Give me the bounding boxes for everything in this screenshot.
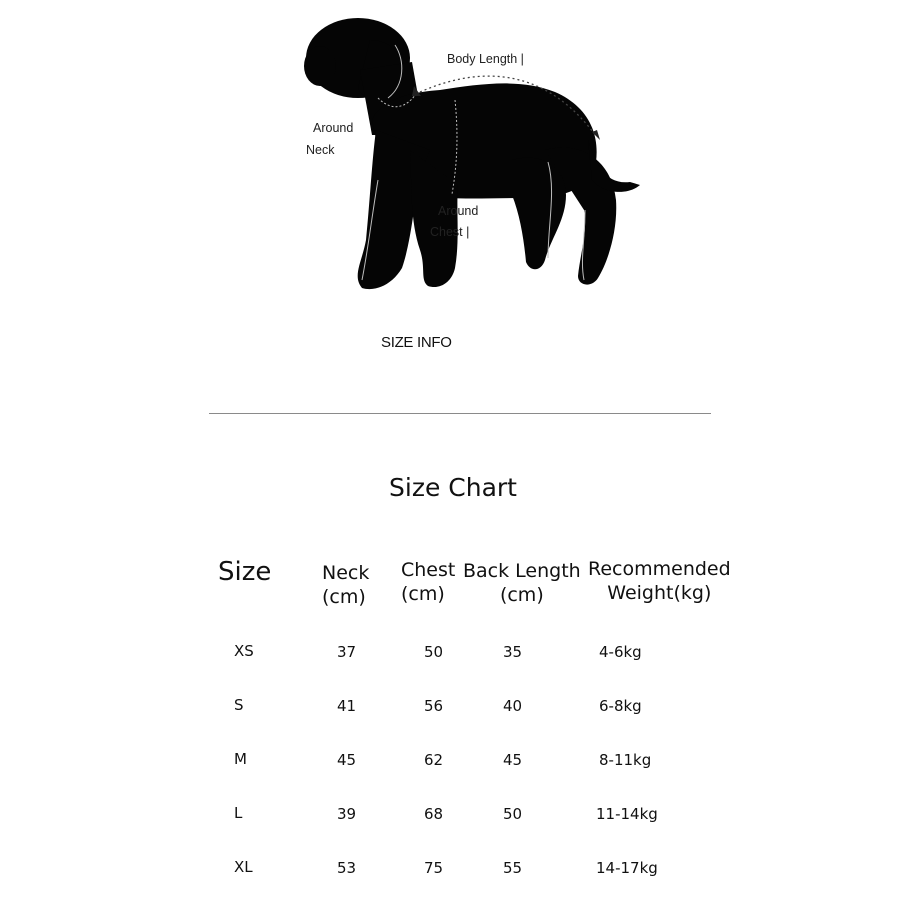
cell-chest: 62 [424,751,444,769]
size-info-caption: SIZE INFO [381,334,452,351]
cell-chest: 75 [424,859,444,877]
section-divider [209,413,711,414]
cell-chest: 56 [424,697,444,715]
cell-back-length: 45 [503,751,523,769]
cell-neck: 39 [337,805,357,823]
cell-size: S [234,696,244,714]
cell-size: XL [234,858,253,876]
cell-weight: 6-8kg [599,697,642,715]
cell-chest: 68 [424,805,444,823]
body-length-label: Body Length | [447,52,524,66]
header-neck: Neck (cm) [322,562,370,608]
chest-label-line1: Around [438,204,479,218]
cell-back-length: 50 [503,805,523,823]
header-back-length: Back Length (cm) [463,560,581,606]
cell-neck: 53 [337,859,357,877]
size-chart-title: Size Chart [389,473,517,502]
cell-weight: 14-17kg [596,859,658,877]
cell-neck: 41 [337,697,357,715]
cell-chest: 50 [424,643,444,661]
cell-back-length: 40 [503,697,523,715]
neck-label-line2: Neck [306,143,335,157]
chest-label-line2: Chest | [430,225,470,239]
cell-weight: 11-14kg [596,805,658,823]
cell-back-length: 35 [503,643,523,661]
neck-label-line1: Around [313,121,354,135]
cell-neck: 45 [337,751,357,769]
cell-size: M [234,750,247,768]
cell-size: L [234,804,243,822]
header-size: Size [218,557,272,587]
cell-size: XS [234,642,254,660]
cell-back-length: 55 [503,859,523,877]
cell-neck: 37 [337,643,357,661]
header-recommended-weight: Recommended Weight(kg) [588,558,731,604]
cell-weight: 8-11kg [599,751,652,769]
header-chest: Chest (cm) [401,559,456,605]
cell-weight: 4-6kg [599,643,642,661]
